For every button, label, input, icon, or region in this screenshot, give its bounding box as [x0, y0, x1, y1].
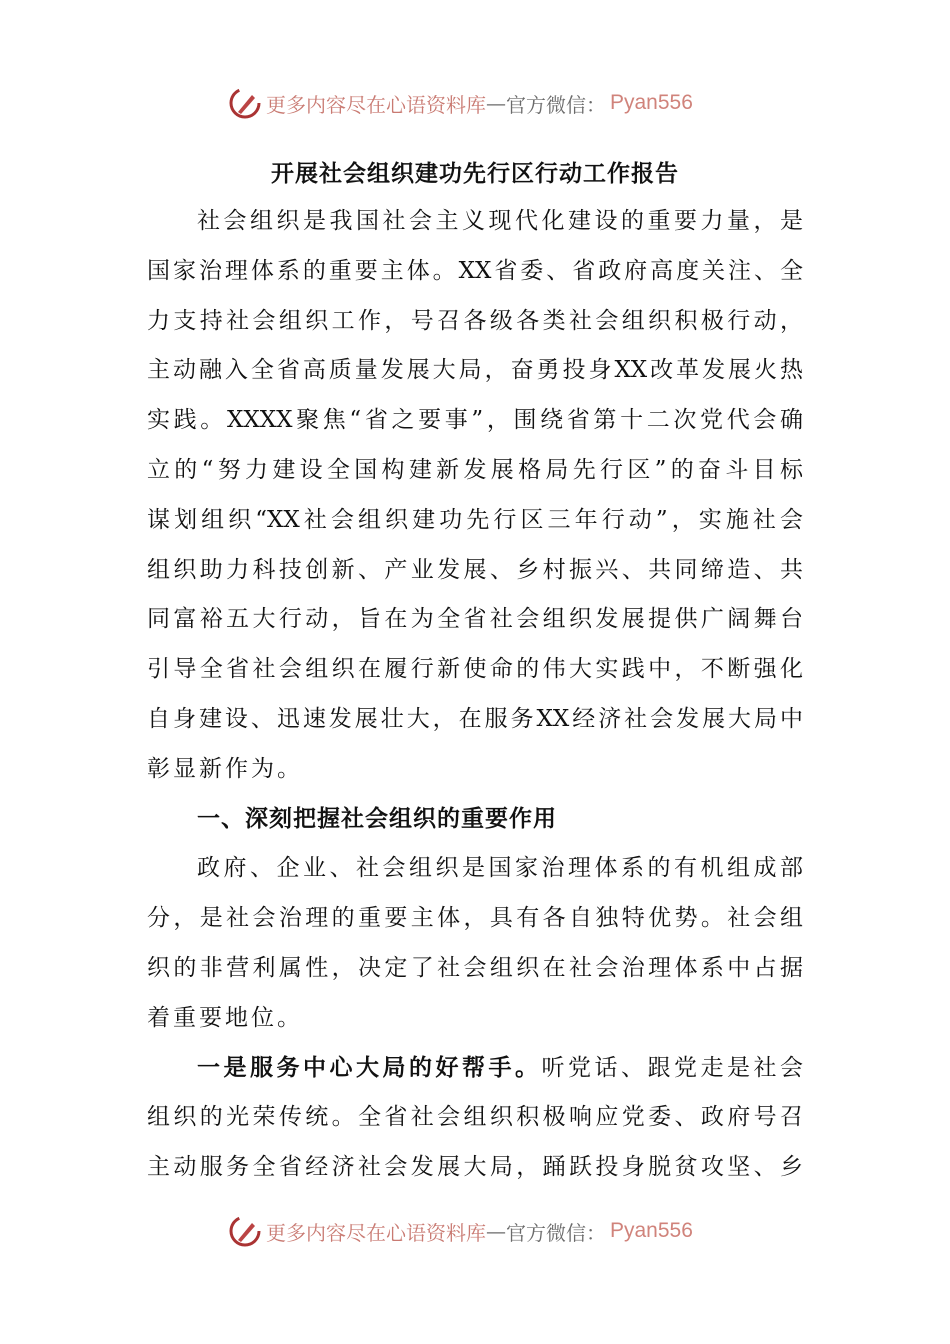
paragraph-line: 主动融入全省高质量发展大局，奋勇投身XX改革发展火热 — [147, 357, 803, 384]
paragraph-line: 立的“努力建设全国构建新发展格局先行区”的奋斗目标 — [147, 457, 803, 483]
paragraph-line: 引导全省社会组织在履行新使命的伟大实践中，不断强化 — [147, 656, 803, 683]
paragraph-line: 组织助力科技创新、产业发展、乡村振兴、共同缔造、共 — [147, 556, 803, 583]
watermark-wechat-id: Pyan556 — [610, 91, 693, 114]
watermark-wechat-label: 官方微信： — [506, 1220, 606, 1245]
watermark-dash: — — [486, 1219, 506, 1243]
lead-bold-text: 一是服务中心大局的好帮手。 — [197, 1053, 542, 1081]
pen-logo-icon — [228, 86, 262, 120]
paragraph-line: 实践。XXXX聚焦“省之要事”，围绕省第十二次党代会确 — [147, 407, 803, 434]
paragraph-line: 组织的光荣传统。全省社会组织积极响应党委、政府号召 — [147, 1104, 803, 1131]
watermark-header — [228, 85, 728, 121]
paragraph-line: 政府、企业、社会组织是国家治理体系的有机组成部 — [197, 855, 803, 882]
paragraph-line: 彰显新作为。 — [147, 755, 303, 782]
paragraph-line: 国家治理体系的重要主体。XX省委、省政府高度关注、全 — [147, 257, 803, 284]
paragraph-line: 主动服务全省经济社会发展大局，踊跃投身脱贫攻坚、乡 — [147, 1154, 803, 1181]
paragraph-line: 社会组织是我国社会主义现代化建设的重要力量，是 — [197, 208, 803, 234]
paragraph-line: 分，是社会治理的重要主体，具有各自独特优势。社会组 — [147, 905, 803, 932]
watermark-site-text: 更多内容尽在心语资料库 — [266, 1220, 486, 1245]
paragraph-line: 同富裕五大行动，旨在为全省社会组织发展提供广阔舞台 — [147, 606, 803, 633]
line-text: 听党话、跟党走是社会 — [541, 1054, 803, 1081]
paragraph-line — [197, 1051, 803, 1085]
watermark-dash: — — [486, 91, 506, 115]
watermark-wechat-id: Pyan556 — [610, 1219, 693, 1242]
pen-logo-icon — [228, 1214, 262, 1248]
section-heading: 一、深刻把握社会组织的重要作用 — [197, 804, 557, 832]
paragraph-line: 织的非营利属性，决定了社会组织在社会治理体系中占据 — [147, 955, 803, 981]
paragraph-line: 着重要地位。 — [147, 1004, 303, 1031]
paragraph-line: 力支持社会组织工作，号召各级各类社会组织积极行动， — [147, 307, 803, 334]
document-title: 开展社会组织建功先行区行动工作报告 — [271, 160, 679, 187]
paragraph-line: 谋划组织“XX社会组织建功先行区三年行动”，实施社会 — [147, 506, 803, 533]
paragraph-line: 自身建设、迅速发展壮大，在服务XX经济社会发展大局中 — [147, 706, 803, 732]
watermark-site-text: 更多内容尽在心语资料库 — [266, 92, 486, 117]
watermark-wechat-label: 官方微信： — [506, 92, 606, 117]
watermark-footer — [228, 1213, 728, 1249]
